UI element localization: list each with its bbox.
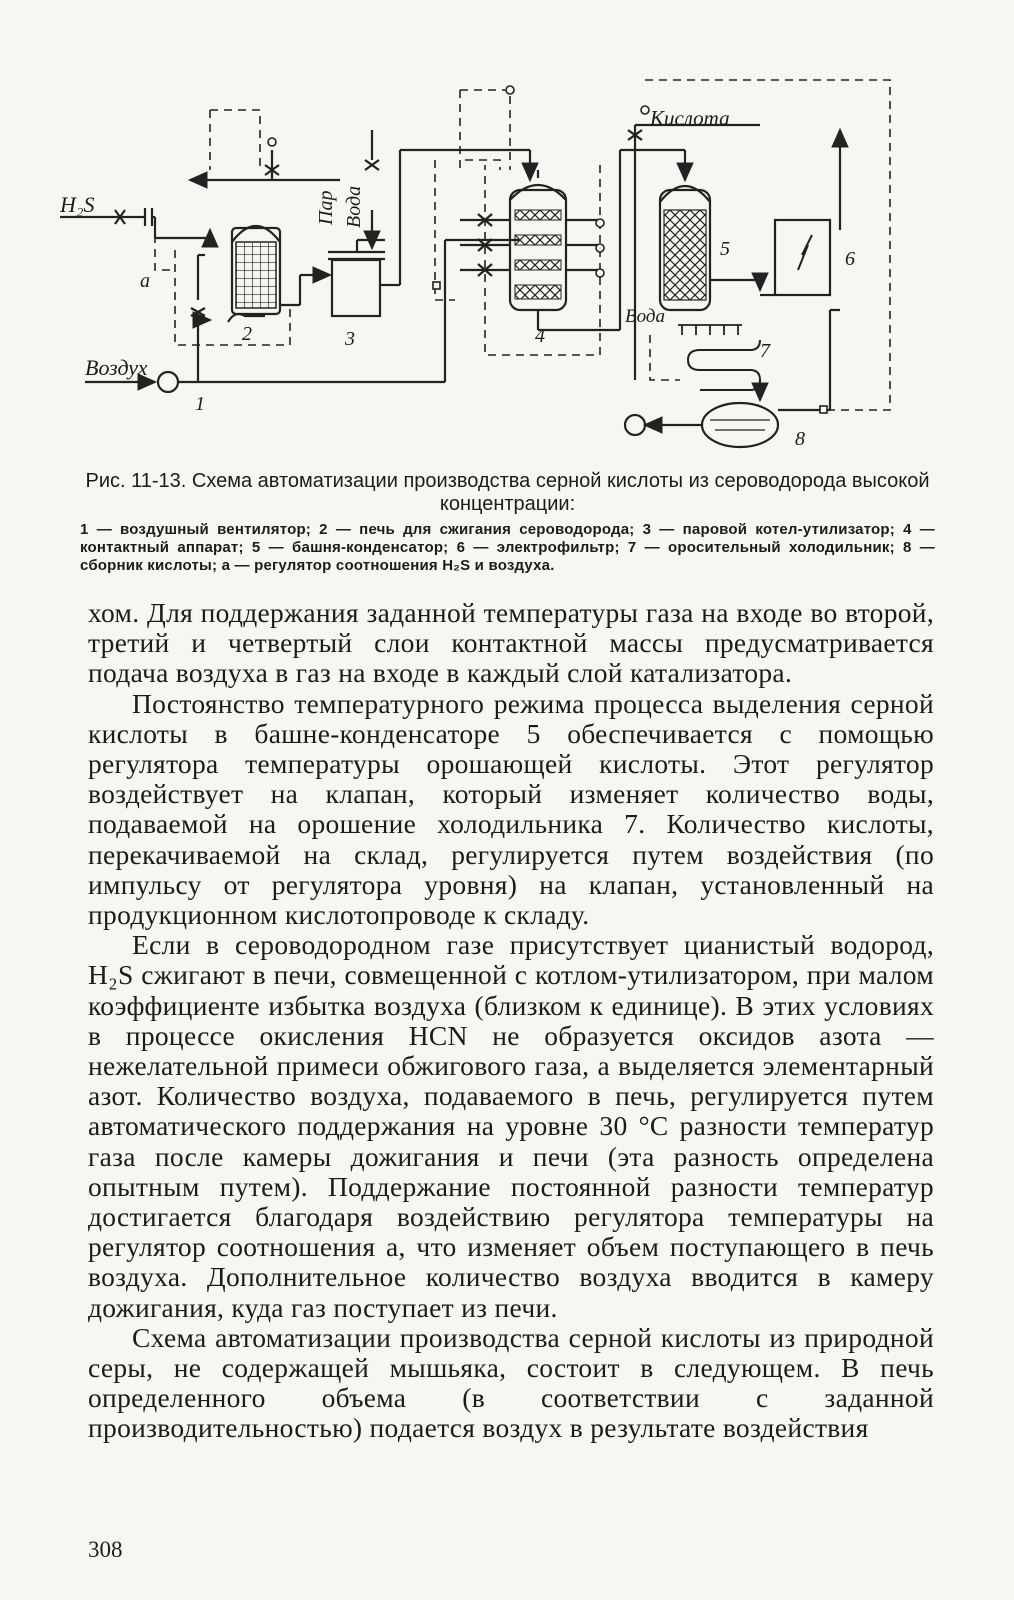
label-4: 4 xyxy=(535,325,545,347)
label-regulator-a: а xyxy=(140,270,150,292)
label-3: 3 xyxy=(345,328,355,350)
label-2: 2 xyxy=(242,323,252,345)
label-acid: Кислота xyxy=(650,106,730,130)
paragraph-2: Постоянство температурного режима процесса выделения серной кислоты в башне-конденсаторе 5 обеспечивается с помощью регулятора температуры орошающей кислоты. Этот регулятор воздействует на клапан, который изменяет количество воды, подаваемой на орошение холодильника 7. Количество кислоты, перекачиваемой на склад, регулируется путем воздействия (по импульсу от регулятора уровня) на клапан, установленный на продукционном кислотопроводе к складу. xyxy=(88,687,934,931)
caption-legend: 1 — воздушный вентилятор; 2 — печь для сжигания сероводорода; 3 — паровой котел-утилизатор; 4 — контактный аппарат; 5 — башня-конденсатор; 6 — электрофильтр; 7 — оросительный холодильник; 8 — сборник кислоты; а — регулятор соотношения H₂S и воздуха. xyxy=(80,521,935,574)
label-h2s: H₂S xyxy=(60,192,95,217)
paragraph-3: Если в сероводородном газе присутствует цианистый водород, H₂S сжигают в печи, совмещенной с котлом-утилизатором, при малом коэффициенте избытка воздуха (близком к единице). В этих условиях в процессе окисления HCN не образуется оксидов азота — нежелательной примеси обжигового газа, а выделяется элементарный азот. Количество воздуха, подаваемого в печь, регулируется путем автоматического поддержания на уровне 30 °С разности температур газа после камеры дожигания и печи (эта разность определена опытным путем). Поддержание постоянной разности температур достигается благодаря воздействию регулятора температуры на регулятор соотношения а, что изменяет объем поступающего в печь воздуха. Дополнительное количество воздуха вводится в камеру дожигания, куда газ поступает из печи. xyxy=(88,929,934,1323)
paragraph-4: Схема автоматизации производства серной кислоты из природной серы, не содержащей мышьяка, состоит в следующем. В печь определенного объема (в соответствии с заданной производительностью) подается воздух в результате воздействия xyxy=(88,1321,934,1444)
label-water-top: Вода xyxy=(343,185,365,228)
figure-caption xyxy=(80,470,935,575)
page-number: 308 xyxy=(88,1537,123,1562)
label-steam: Пар xyxy=(315,190,337,225)
fan-1-symbol xyxy=(158,372,178,392)
paragraph-1: хом. Для поддержания заданной температуры газа на входе во второй, третий и четвертый слои контактной массы предусматривается подача воздуха в газ на входе в каждый слой катализатора. xyxy=(88,597,934,689)
label-air: Воздух xyxy=(85,355,148,380)
label-6: 6 xyxy=(845,248,855,270)
process-diagram xyxy=(60,70,960,465)
body-text xyxy=(88,598,934,1444)
label-7: 7 xyxy=(760,340,770,362)
label-8: 8 xyxy=(795,428,805,450)
air-valve xyxy=(191,308,205,316)
label-1: 1 xyxy=(195,393,205,415)
label-5: 5 xyxy=(720,238,730,260)
diagram-svg xyxy=(60,70,960,465)
label-water-bottom: Вода xyxy=(625,306,665,327)
caption-title: Рис. 11-13. Схема автоматизации производства серной кислоты из сероводорода высокой концентрации: xyxy=(85,470,930,515)
